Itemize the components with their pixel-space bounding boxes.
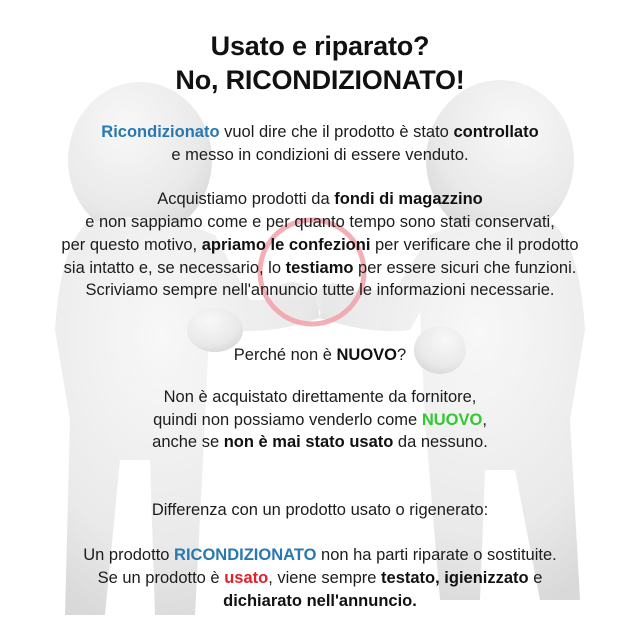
paragraph-4-line-3: anche se non è mai stato usato da nessuno. (152, 433, 488, 451)
paragraph-2-line-2: e non sappiamo come e per quanto tempo sono stati conservati, (85, 213, 555, 231)
highlight-ricondizionato-2: RICONDIZIONATO (174, 546, 317, 564)
highlight-nuovo: NUOVO (421, 411, 483, 429)
page-title-line-2: No, RICONDIZIONATO! (175, 65, 465, 95)
paragraph-2-line-5: Scriviamo sempre nell'annuncio tutte le informazioni necessarie. (85, 281, 555, 299)
paragraph-1-line-2: e messo in condizioni di essere venduto. (171, 146, 469, 164)
paragraph-2-line-4: sia intatto e, se necessario, lo testiamo per essere sicuri che funzioni. (63, 259, 577, 277)
paragraph-2-line-3: per questo motivo, apriamo le confezioni per verificare che il prodotto (61, 236, 579, 254)
highlight-usato: usato (224, 569, 269, 587)
paragraph-1-line-1: Ricondizionato vuol dire che il prodotto è stato controllato (101, 123, 539, 141)
paragraph-6-line-2: Se un prodotto è usato, viene sempre testato, igienizzato e (97, 569, 543, 587)
paragraph-5-line-1: Differenza con un prodotto usato o rigenerato: (151, 501, 489, 519)
paragraph-4-line-1: Non è acquistato direttamente da fornitore, (163, 388, 477, 406)
paragraph-2-line-1: Acquistiamo prodotti da fondi di magazzino (157, 190, 483, 208)
paragraph-3-line-1: Perché non è NUOVO? (233, 346, 407, 364)
paragraph-6-line-3: dichiarato nell'annuncio. (223, 592, 417, 610)
paragraph-4-line-2: quindi non possiamo venderlo come NUOVO, (153, 411, 487, 429)
paragraph-6-line-1: Un prodotto RICONDIZIONATO non ha parti riparate o sostituite. (83, 546, 557, 564)
highlight-ricondizionato: Ricondizionato (101, 123, 220, 141)
page-title-line-1: Usato e riparato? (210, 31, 430, 61)
